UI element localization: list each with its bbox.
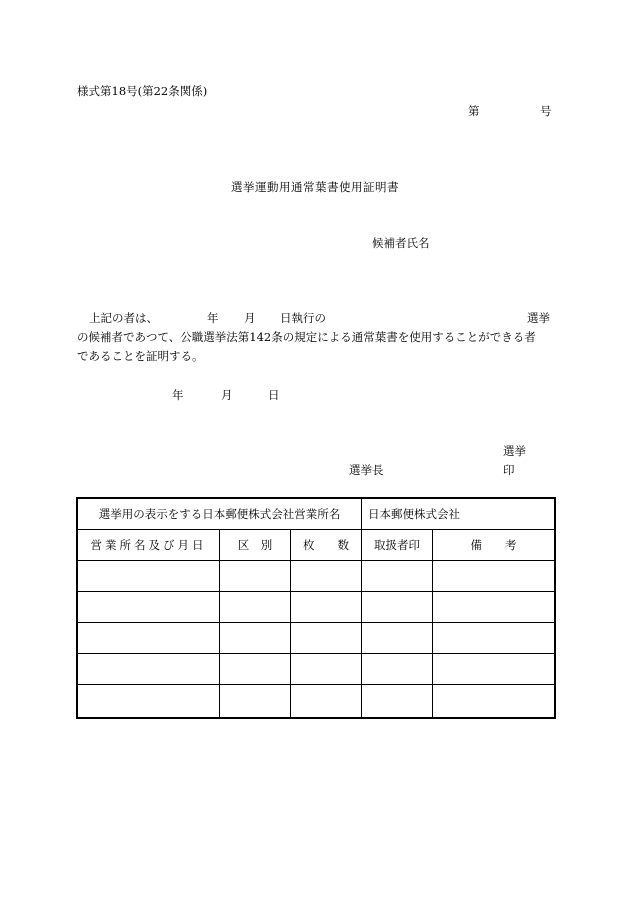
table-cell[interactable] (362, 592, 433, 622)
table-cell[interactable] (433, 561, 554, 591)
table-cell[interactable] (220, 592, 291, 622)
seal-mark: 印 (503, 463, 515, 477)
table-cell[interactable] (433, 623, 554, 653)
col-handler-seal-text: 取扱者印 (374, 538, 420, 552)
table-cell[interactable] (220, 623, 291, 653)
col-count (291, 530, 362, 560)
table-row (78, 561, 554, 592)
col-handler-seal (362, 530, 433, 560)
date-year: 年 (172, 388, 184, 402)
candidate-name-label: 候補者氏名 (372, 236, 430, 250)
postcard-usage-table (76, 497, 556, 719)
table-cell[interactable] (433, 685, 554, 717)
col-office-date-text: 営業所名及び月日 (90, 538, 207, 552)
col-category-text: 区 別 (237, 538, 273, 552)
body-line1-start: 上記の者は、 (89, 311, 158, 325)
col-count-text: 枚 数 (303, 538, 349, 552)
header-company (362, 499, 554, 529)
body-line-2 (77, 328, 557, 347)
col-remarks-text: 備 考 (470, 538, 517, 552)
header-company-text: 日本郵便株式会社 (368, 507, 460, 521)
table-row (78, 654, 554, 685)
body-day-exec: 日執行の (280, 311, 326, 325)
col-category (220, 530, 291, 560)
table-cell[interactable] (220, 685, 291, 717)
table-cell[interactable] (78, 592, 220, 622)
body-line2-text: の候補者であつて、公職選挙法第142条の規定による通常葉書を使用することができる者 (77, 330, 536, 344)
table-cell[interactable] (78, 561, 220, 591)
table-cell[interactable] (291, 623, 362, 653)
signature-election-chief: 選挙長 (349, 463, 384, 477)
header-office-name-text: 選挙用の表示をする日本郵便株式会社営業所名 (98, 507, 341, 521)
body-line-1 (77, 309, 557, 328)
table-cell[interactable] (291, 654, 362, 684)
table-row (78, 623, 554, 654)
table-cell[interactable] (362, 685, 433, 717)
table-cell[interactable] (433, 654, 554, 684)
body-year: 年 (207, 311, 219, 325)
doc-number-prefix: 第 (468, 104, 480, 118)
col-office-date (78, 530, 220, 560)
header-office-name (78, 499, 362, 529)
table-cell[interactable] (78, 654, 220, 684)
date-day: 日 (268, 388, 280, 402)
table-cell[interactable] (78, 623, 220, 653)
signature-election-name: 選挙 (503, 444, 526, 458)
certificate-body (77, 309, 557, 366)
table-cell[interactable] (291, 592, 362, 622)
body-line-3 (77, 347, 557, 366)
form-number: 様式第18号(第22条関係) (77, 84, 208, 98)
document-title: 選挙運動用通常葉書使用証明書 (231, 180, 399, 194)
date-month: 月 (221, 388, 233, 402)
table-cell[interactable] (220, 561, 291, 591)
table-cell[interactable] (362, 561, 433, 591)
col-remarks (433, 530, 554, 560)
doc-number-suffix: 号 (540, 104, 552, 118)
body-line1-end: 選挙 (527, 311, 550, 325)
table-cell[interactable] (78, 685, 220, 717)
body-month: 月 (244, 311, 256, 325)
body-line3-text: であることを証明する。 (77, 349, 204, 363)
table-header-row-2 (78, 530, 554, 561)
table-header-row-1 (78, 499, 554, 530)
table-row (78, 592, 554, 623)
table-cell[interactable] (433, 592, 554, 622)
table-cell[interactable] (291, 685, 362, 717)
table-row (78, 685, 554, 717)
table-cell[interactable] (220, 654, 291, 684)
table-cell[interactable] (362, 654, 433, 684)
table-cell[interactable] (362, 623, 433, 653)
table-cell[interactable] (291, 561, 362, 591)
